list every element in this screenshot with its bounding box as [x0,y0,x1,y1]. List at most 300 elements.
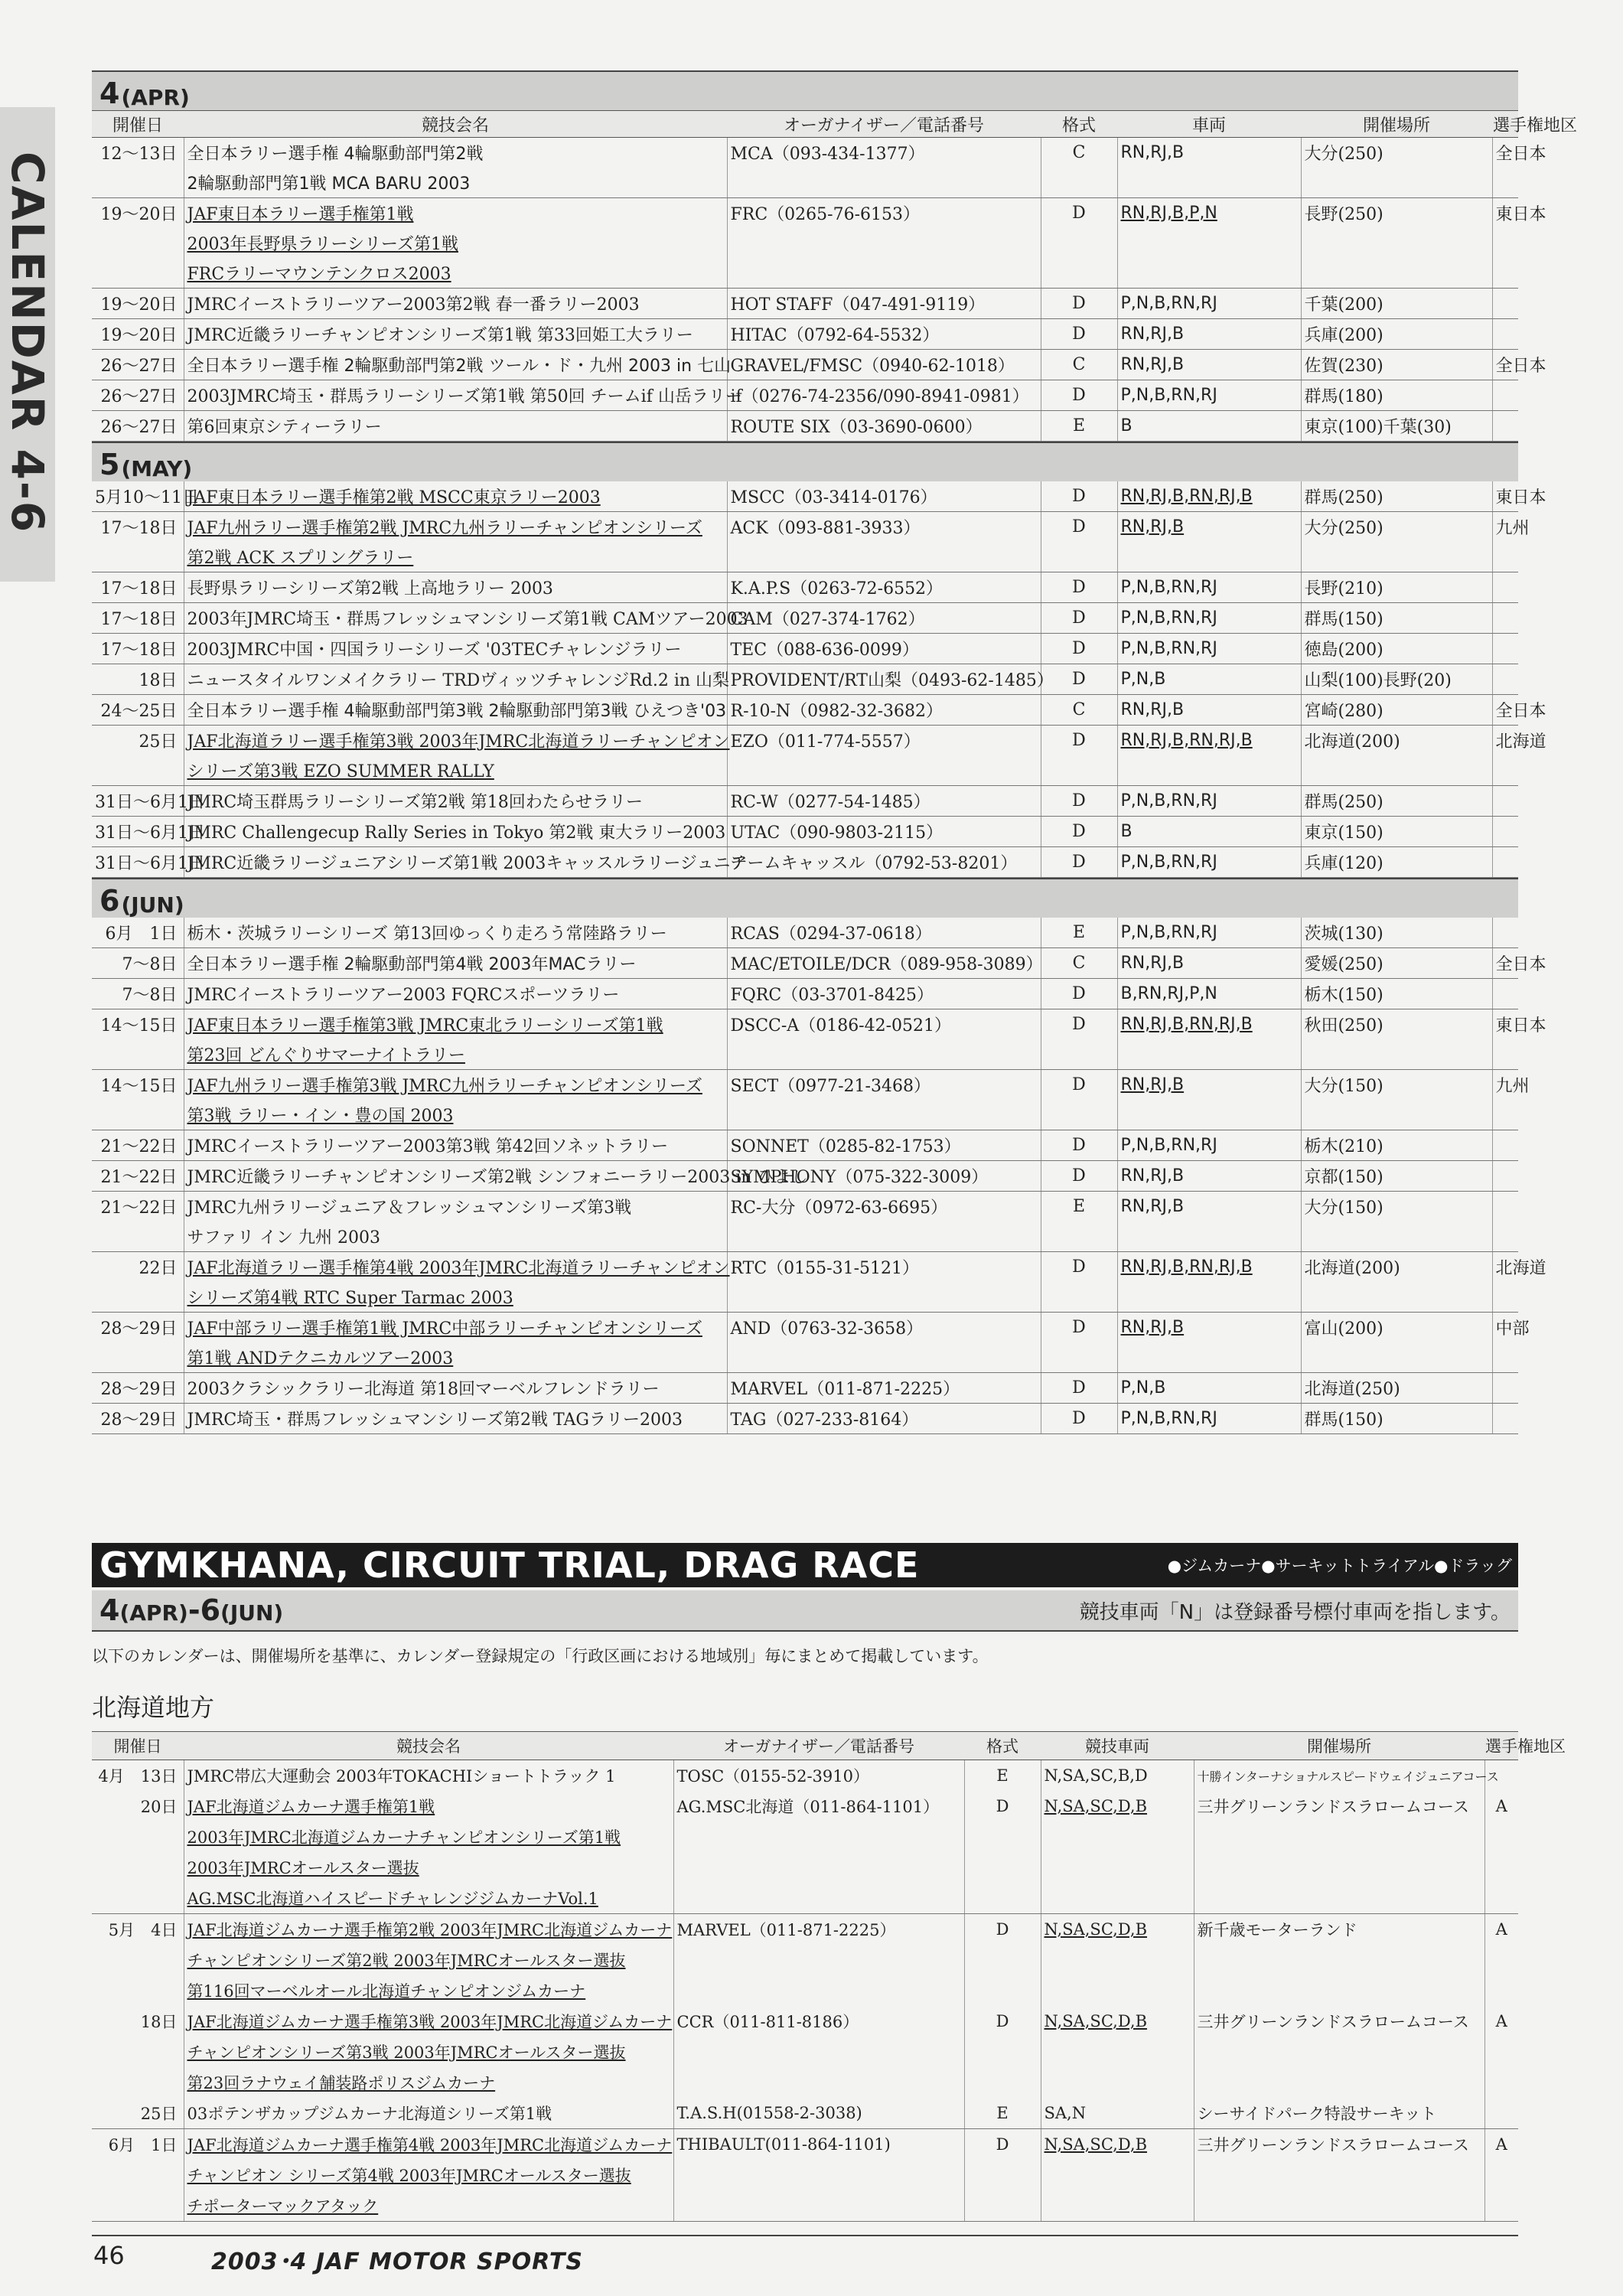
event-date: 17～18日 [92,634,184,664]
venue: 群馬(250) [1301,786,1492,817]
venue [1301,1282,1492,1313]
event-date: 19～20日 [92,289,184,319]
vehicle-classes [1117,1282,1301,1313]
event-format [1041,228,1117,258]
event-date: 31日～6月1日 [92,786,184,817]
organizer [673,1945,964,1975]
venue: 兵庫(120) [1301,847,1492,878]
event-format: D [1041,198,1117,229]
organizer [727,228,1041,258]
organizer [673,1852,964,1883]
organizer: PROVIDENT/RT山梨（0493-62-1485） [727,664,1041,695]
championship-region: 東日本 [1492,198,1518,229]
event-date: 25日 [139,732,178,752]
venue: 北海道(200) [1301,726,1492,756]
column-header: 車両 [1117,111,1301,138]
venue [1301,542,1492,572]
championship-region [1492,1404,1518,1434]
month-label: (MAY) [121,456,193,481]
event-date: 28～29日 [92,1404,184,1434]
event-format: C [1041,948,1117,979]
vehicle-classes: P,N,B [1117,1373,1301,1404]
event-date [92,1821,184,1852]
event-format [1041,1282,1117,1313]
table-row [92,786,1518,817]
event-date [92,1282,184,1313]
vehicle-classes: B [1117,411,1301,442]
event-date: 18日 [140,2013,178,2031]
table-row [92,634,1518,664]
venue: 大分(250) [1301,512,1492,543]
organizer [727,755,1041,786]
organizer: K.A.P.S（0263-72-6552） [727,572,1041,603]
vehicle-classes: N,SA,SC,D,B [1041,2006,1194,2037]
column-header: オーガナイザー／電話番号 [673,1732,964,1760]
event-name: 2003JMRC埼玉・群馬ラリーシリーズ第1戦 第50回 チームif 山岳ラリー [184,380,727,411]
table-row [92,2037,1518,2067]
vehicle-classes: RN,RJ,B [1117,1070,1301,1101]
table-row [92,1883,1518,1914]
venue [1194,2067,1484,2098]
vehicle-classes: P,N,B,RN,RJ [1117,786,1301,817]
gymkhana-range-note: 競技車両「N」は登録番号標付車両を指します。 [1079,1600,1511,1624]
vehicle-classes [1117,1342,1301,1373]
table-row [92,1192,1518,1222]
table-row [92,1404,1518,1434]
event-date [92,1039,184,1070]
gymkhana-note: 以下のカレンダーは、開催場所を基準に、カレンダー登録規定の「行政区画における地域別」毎にまとめて掲載しています。 [92,1647,989,1665]
organizer: TEC（088-636-0099） [727,634,1041,664]
championship-region [1484,2160,1518,2190]
table-row [92,2098,1518,2129]
venue: 北海道(200) [1301,1252,1492,1283]
event-name: 2003年JMRC埼玉・群馬フレッシュマンシリーズ第1戦 CAMツアー2003 [184,603,727,634]
gymkhana-table [92,1731,1566,2222]
organizer [673,2160,964,2190]
venue: 富山(200) [1301,1313,1492,1343]
organizer: RC-W（0277-54-1485） [727,786,1041,817]
venue: 三井グリーンランドスラロームコース [1194,1791,1484,1821]
organizer: チームキャッスル（0792-53-8201） [727,847,1041,878]
event-name: 2輪駆動部門第1戦 MCA BARU 2003 [184,168,727,198]
table-row [92,948,1518,979]
event-name: JAF中部ラリー選手権第1戦 JMRC中部ラリーチャンピオンシリーズ [184,1313,727,1343]
table-row [92,1852,1518,1883]
event-date [92,1975,184,2006]
championship-region [1492,1342,1518,1373]
event-date: 28～29日 [100,1319,178,1339]
event-format [964,1883,1041,1914]
organizer: CAM（027-374-1762） [727,603,1041,634]
event-format: D [1041,847,1117,878]
venue: 宮崎(280) [1301,695,1492,726]
month-header [92,878,1518,918]
venue: 群馬(250) [1301,481,1492,512]
event-name: 第3戦 ラリー・イン・豊の国 2003 [184,1100,727,1130]
championship-region [1492,918,1518,948]
event-name: 2003クラシックラリー北海道 第18回マーベルフレンドラリー [184,1373,727,1404]
event-date: 28～29日 [92,1373,184,1404]
event-name: JMRC九州ラリージュニア＆フレッシュマンシリーズ第3戦 [184,1192,727,1222]
event-format: D [1041,634,1117,664]
table-row [92,572,1518,603]
month-header [92,70,1518,110]
championship-region [1492,1130,1518,1161]
event-name: 03ポテンザカップジムカーナ北海道シリーズ第1戦 [184,2098,673,2129]
championship-region [1492,1192,1518,1222]
organizer: ACK（093-881-3933） [727,512,1041,543]
championship-region [1484,2067,1518,2098]
vehicle-classes: RN,RJ,B [1117,695,1301,726]
event-format [964,1821,1041,1852]
venue: 大分(150) [1301,1192,1492,1222]
column-header: 競技車両 [1041,1732,1194,1760]
vehicle-classes: RN,RJ,B [1117,1192,1301,1222]
event-name: 全日本ラリー選手権 2輪駆動部門第4戦 2003年MACラリー [184,948,727,979]
venue [1194,1975,1484,2006]
event-format: D [964,1791,1041,1821]
header-row [92,1732,1518,1760]
region-title: 北海道地方 [92,1693,215,1722]
side-tab [0,107,55,582]
championship-region [1492,542,1518,572]
table-row [92,350,1518,380]
event-date: 12～13日 [100,145,178,164]
venue: 群馬(150) [1301,1404,1492,1434]
column-header: 開催場所 [1194,1732,1484,1760]
magazine-title: 2003･4 JAF MOTOR SPORTS [211,2249,583,2275]
event-date: 26～27日 [92,380,184,411]
organizer [727,1100,1041,1130]
venue: 東京(150) [1301,817,1492,847]
vehicle-classes: P,N,B,RN,RJ [1117,603,1301,634]
event-date: 6月 1日 [92,918,184,948]
event-format: D [1041,319,1117,350]
championship-region [1492,228,1518,258]
event-name: JAF北海道ジムカーナ選手権第4戦 2003年JMRC北海道ジムカーナ [184,2129,673,2161]
championship-region [1492,380,1518,411]
vehicle-classes [1117,542,1301,572]
event-name: サファリ イン 九州 2003 [184,1221,727,1252]
vehicle-classes [1041,1945,1194,1975]
event-name: JAF東日本ラリー選手権第1戦 [184,198,727,229]
event-name: 2003年長野県ラリーシリーズ第1戦 [184,228,727,258]
vehicle-classes: P,N,B,RN,RJ [1117,847,1301,878]
venue: 秋田(250) [1301,1009,1492,1040]
event-date: 6月 1日 [108,2136,178,2154]
organizer: MSCC（03-3414-0176） [727,481,1041,512]
event-format: D [1041,979,1117,1009]
championship-region [1492,1100,1518,1130]
event-format [1041,1100,1117,1130]
event-date: 21～22日 [92,1161,184,1192]
event-format [1041,258,1117,289]
vehicle-classes [1041,1852,1194,1883]
vehicle-classes [1117,1039,1301,1070]
table-row [92,1282,1518,1313]
event-date: 31日～6月1日 [92,847,184,878]
championship-region: 全日本 [1492,350,1518,380]
venue [1301,258,1492,289]
championship-region [1484,1945,1518,1975]
table-row [92,664,1518,695]
event-date: 14～15日 [100,1016,178,1035]
month-label: (JUN) [121,892,184,918]
championship-region: 東日本 [1492,481,1518,512]
event-date: 17～18日 [92,572,184,603]
table-row [92,1130,1518,1161]
championship-region: A [1484,2129,1518,2161]
table-row [92,168,1518,198]
event-date [92,542,184,572]
month-number: 6 [99,884,120,918]
organizer [673,1975,964,2006]
venue [1194,1883,1484,1914]
event-name: 長野県ラリーシリーズ第2戦 上高地ラリー 2003 [184,572,727,603]
vehicle-classes: RN,RJ,B [1117,1313,1301,1343]
table-row [92,1975,1518,2006]
vehicle-classes: P,N,B [1117,664,1301,695]
table-row [92,2160,1518,2190]
column-header: 開催日 [92,111,184,138]
venue [1194,1821,1484,1852]
event-date [92,1852,184,1883]
event-date: 18日 [92,664,184,695]
column-header: 競技会名 [184,111,727,138]
column-header: 選手権地区 [1484,1732,1518,1760]
event-date: 31日～6月1日 [92,817,184,847]
table-row [92,1009,1518,1040]
organizer: AND（0763-32-3658） [727,1313,1041,1343]
table-row [92,319,1518,350]
event-name: ニュースタイルワンメイクラリー TRDヴィッツチャレンジRd.2 in 山梨 [184,664,727,695]
table-row [92,726,1518,756]
event-date: 19～20日 [100,205,178,224]
championship-region: 北海道 [1492,1252,1518,1283]
event-format: D [1041,1313,1117,1343]
event-format [1041,168,1117,198]
column-header: 選手権地区 [1492,111,1518,138]
organizer [673,1883,964,1914]
event-date [92,1221,184,1252]
rally-calendar [92,70,1578,1434]
event-name: 全日本ラリー選手権 4輪駆動部門第3戦 2輪駆動部門第3戦 ひえつき'03 [184,695,727,726]
vehicle-classes: RN,RJ,B [1117,948,1301,979]
venue: 徳島(200) [1301,634,1492,664]
event-format [1041,542,1117,572]
event-date: 17～18日 [92,603,184,634]
event-name: 2003年JMRCオールスター選抜 [184,1852,673,1883]
championship-region [1492,168,1518,198]
table-row [92,1791,1518,1821]
vehicle-classes [1117,1100,1301,1130]
event-format: D [1041,1252,1117,1283]
venue: 千葉(200) [1301,289,1492,319]
event-date: 5月10～11日 [92,481,184,512]
column-header: 格式 [964,1732,1041,1760]
venue: シーサイドパーク特設サーキット [1194,2098,1484,2129]
venue [1194,1852,1484,1883]
event-name: JMRC近畿ラリーチャンピオンシリーズ第2戦 シンフォニーラリー2003 in ひよし [184,1161,727,1192]
event-name: JAF九州ラリー選手権第2戦 JMRC九州ラリーチャンピオンシリーズ [184,512,727,543]
event-date [92,1883,184,1914]
event-date [92,168,184,198]
table-row [92,1373,1518,1404]
event-name: 第2戦 ACK スプリングラリー [184,542,727,572]
column-header: オーガナイザー／電話番号 [727,111,1041,138]
event-name: 栃木・茨城ラリーシリーズ 第13回ゆっくり走ろう常陸路ラリー [184,918,727,948]
vehicle-classes: RN,RJ,B,P,N [1117,198,1301,229]
vehicle-classes: P,N,B,RN,RJ [1117,1404,1301,1434]
table-row [92,1070,1518,1101]
table-row [92,1313,1518,1343]
event-name: 第23回ラナウェイ舗装路ポリスジムカーナ [184,2067,673,2098]
organizer: FQRC（03-3701-8425） [727,979,1041,1009]
column-header: 開催場所 [1301,111,1492,138]
event-format: D [1041,726,1117,756]
event-format [964,1945,1041,1975]
event-name: JMRC埼玉群馬ラリーシリーズ第2戦 第18回わたらせラリー [184,786,727,817]
venue: 長野(210) [1301,572,1492,603]
championship-region: A [1484,1914,1518,1945]
venue: 大分(250) [1301,138,1492,168]
championship-region: 全日本 [1492,948,1518,979]
event-format: D [1041,664,1117,695]
organizer: HITAC（0792-64-5532） [727,319,1041,350]
organizer: T.A.S.H(01558-2-3038) [673,2098,964,2129]
vehicle-classes: P,N,B,RN,RJ [1117,289,1301,319]
organizer: RTC（0155-31-5121） [727,1252,1041,1283]
gymkhana-section-header [92,1543,1518,1587]
event-name: JAF北海道ラリー選手権第4戦 2003年JMRC北海道ラリーチャンピオン [184,1252,727,1283]
championship-region [1484,1852,1518,1883]
event-name: JMRC Challengecup Rally Series in Tokyo 第2戦 東大ラリー2003 [184,817,727,847]
event-name: 第116回マーベルオール北海道チャンピオンジムカーナ [184,1975,673,2006]
event-name: AG.MSC北海道ハイスピードチャレンジジムカーナVol.1 [184,1883,673,1914]
organizer [727,1221,1041,1252]
championship-region [1492,664,1518,695]
venue: 群馬(150) [1301,603,1492,634]
event-name: JMRC埼玉・群馬フレッシュマンシリーズ第2戦 TAGラリー2003 [184,1404,727,1434]
event-date [92,228,184,258]
table-row [92,603,1518,634]
vehicle-classes [1041,2037,1194,2067]
event-date: 26～27日 [92,411,184,442]
venue: 兵庫(200) [1301,319,1492,350]
table-row [92,289,1518,319]
table-row [92,1945,1518,1975]
championship-region [1492,1039,1518,1070]
vehicle-classes: N,SA,SC,D,B [1041,2129,1194,2161]
event-name: チポーターマックアタック [184,2190,673,2222]
event-date [92,2190,184,2222]
event-name: JAF東日本ラリー選手権第2戦 MSCC東京ラリー2003 [184,481,727,512]
venue [1194,1945,1484,1975]
event-date: 22日 [139,1259,178,1278]
table-row [92,1914,1518,1945]
event-format: C [1041,350,1117,380]
event-name: JMRCイーストラリーツアー2003 FQRCスポーツラリー [184,979,727,1009]
month-number: 5 [99,448,120,481]
table-row [92,755,1518,786]
vehicle-classes [1117,228,1301,258]
event-date [92,2067,184,2098]
vehicle-classes [1041,2190,1194,2222]
table-row [92,2067,1518,2098]
venue [1301,168,1492,198]
event-format [1041,1039,1117,1070]
event-format: D [1041,512,1117,543]
month-header [92,442,1518,481]
organizer: SECT（0977-21-3468） [727,1070,1041,1101]
event-format: D [1041,603,1117,634]
venue: 北海道(250) [1301,1373,1492,1404]
event-format: D [964,2129,1041,2161]
event-date: 17～18日 [100,519,178,538]
vehicle-classes [1117,258,1301,289]
table-row [92,2006,1518,2037]
championship-region: 全日本 [1492,695,1518,726]
championship-region [1484,2098,1518,2129]
organizer: MARVEL（011-871-2225） [727,1373,1041,1404]
organizer: RCAS（0294-37-0618） [727,918,1041,948]
event-name: JAF北海道ジムカーナ選手権第1戦 [184,1791,673,1821]
venue [1194,2160,1484,2190]
event-name: 2003JMRC中国・四国ラリーシリーズ '03TECチャレンジラリー [184,634,727,664]
venue: 栃木(210) [1301,1130,1492,1161]
vehicle-classes: P,N,B,RN,RJ [1117,572,1301,603]
vehicle-classes: P,N,B,RN,RJ [1117,380,1301,411]
championship-region [1484,2190,1518,2222]
event-date: 14～15日 [100,1077,178,1096]
table-row [92,512,1518,543]
gymkhana-title: GYMKHANA, CIRCUIT TRIAL, DRAG RACE [99,1544,920,1586]
venue: 茨城(130) [1301,918,1492,948]
side-tab-label: CALENDAR 4-6 [2,152,54,534]
championship-region [1492,847,1518,878]
gymkhana-subtitle: ●ジムカーナ●サーキットトライアル●ドラッグ [1167,1557,1512,1575]
venue: 長野(250) [1301,198,1492,229]
table-row [92,1161,1518,1192]
event-format [964,1975,1041,2006]
vehicle-classes: RN,RJ,B [1117,138,1301,168]
table-row [92,198,1518,229]
column-header: 競技会名 [184,1732,673,1760]
table-row [92,918,1518,948]
vehicle-classes: RN,RJ,B,RN,RJ,B [1117,1252,1301,1283]
event-date: 26～27日 [92,350,184,380]
event-format: D [1041,786,1117,817]
organizer [727,1342,1041,1373]
vehicle-classes: RN,RJ,B,RN,RJ,B [1117,1009,1301,1040]
event-format [964,2190,1041,2222]
event-format [964,2067,1041,2098]
table-row [92,1100,1518,1130]
organizer: HOT STAFF（047-491-9119） [727,289,1041,319]
event-name: JMRC近畿ラリージュニアシリーズ第1戦 2003キャッスルラリージュニア [184,847,727,878]
organizer: TAG（027-233-8164） [727,1404,1041,1434]
championship-region: 中部 [1492,1313,1518,1343]
venue: 栃木(150) [1301,979,1492,1009]
venue: 愛媛(250) [1301,948,1492,979]
organizer [727,168,1041,198]
venue [1301,1039,1492,1070]
organizer: UTAC（090-9803-2115） [727,817,1041,847]
event-format [964,1852,1041,1883]
gymkhana-range: 4(APR)-6(JUN) [99,1593,284,1627]
event-name: JAF東日本ラリー選手権第3戦 JMRC東北ラリーシリーズ第1戦 [184,1009,727,1040]
vehicle-classes: B [1117,817,1301,847]
